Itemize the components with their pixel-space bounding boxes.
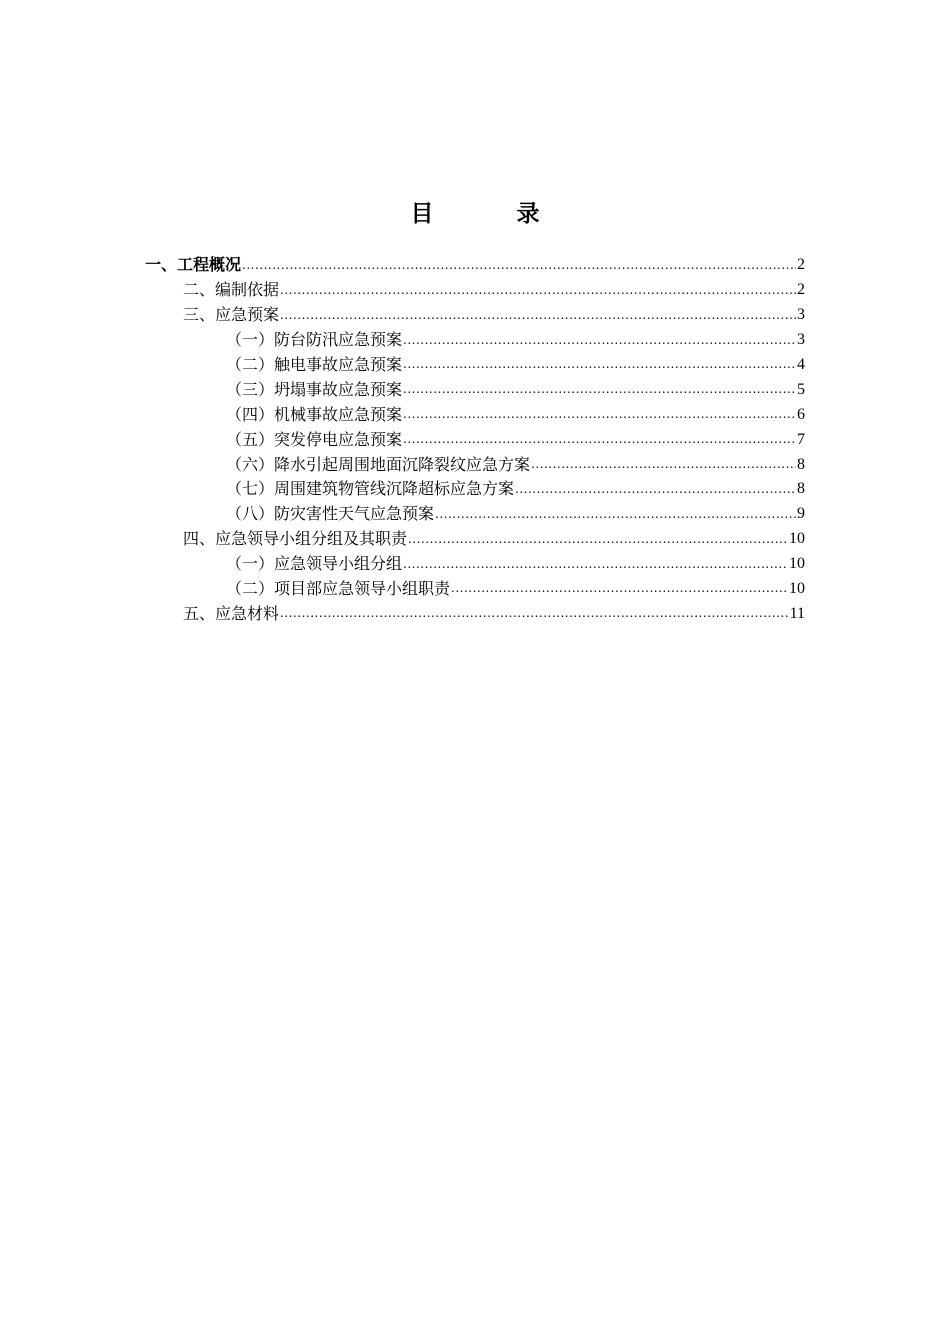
toc-entry-page-number: 6: [797, 405, 805, 423]
toc-entry[interactable]: [226, 427, 805, 452]
toc-dot-leader: [280, 603, 789, 626]
toc-entry[interactable]: [226, 353, 805, 378]
toc-entry[interactable]: [226, 452, 805, 477]
toc-entry-page-number: 11: [789, 604, 805, 622]
toc-dot-leader: [408, 529, 788, 552]
toc-dot-leader: [403, 330, 796, 353]
toc-dot-leader: [403, 354, 796, 377]
toc-entry[interactable]: [183, 601, 805, 626]
toc-entry-text: 二、编制依据: [183, 280, 280, 300]
toc-title: 目 录: [410, 201, 570, 227]
toc-entry[interactable]: [226, 552, 805, 577]
toc-entry[interactable]: [226, 577, 805, 602]
toc-entry[interactable]: [226, 328, 805, 353]
toc-dot-leader: [403, 404, 796, 427]
toc-entry[interactable]: [226, 377, 805, 402]
toc-dot-leader: [435, 504, 796, 527]
toc-dot-leader: [451, 578, 788, 601]
toc-entry-text: （二）触电事故应急预案: [226, 355, 403, 374]
toc-entry[interactable]: [226, 477, 805, 502]
toc-entry-page-number: 4: [797, 356, 805, 373]
toc-list: [0, 253, 950, 626]
toc-entry[interactable]: [183, 303, 805, 328]
toc-entry-text: （七）周围建筑物管线沉降超标应急方案: [226, 479, 515, 499]
toc-dot-leader: [403, 379, 796, 402]
toc-dot-leader: [280, 305, 796, 328]
toc-entry[interactable]: [183, 527, 805, 552]
toc-entry-text: （一）应急领导小组分组: [226, 554, 403, 574]
toc-entry-text: （六）降水引起周围地面沉降裂纹应急方案: [226, 454, 531, 474]
toc-dot-leader: [515, 479, 796, 502]
toc-entry-text: 四、应急领导小组分组及其职责: [183, 529, 408, 549]
toc-entry-page-number: 2: [797, 281, 805, 299]
toc-entry[interactable]: [226, 402, 805, 427]
toc-entry-page-number: 10: [789, 555, 805, 573]
toc-entry-page-number: 8: [797, 455, 805, 473]
toc-entry-page-number: 2: [797, 256, 805, 274]
toc-entry-page-number: 10: [789, 580, 805, 598]
toc-entry-text: 三、应急预案: [183, 305, 280, 325]
toc-entry[interactable]: [226, 502, 805, 527]
toc-entry[interactable]: [145, 253, 805, 278]
toc-entry-page-number: 9: [797, 505, 805, 523]
toc-dot-leader: [242, 255, 796, 278]
toc-entry[interactable]: [183, 278, 805, 303]
toc-dot-leader: [531, 454, 796, 477]
toc-entry-text: （四）机械事故应急预案: [226, 404, 403, 424]
toc-entry-page-number: 3: [797, 306, 805, 324]
toc-dot-leader: [403, 429, 796, 452]
toc-entry-page-number: 8: [797, 480, 805, 498]
toc-entry-text: （三）坍塌事故应急预案: [226, 379, 403, 399]
toc-entry-page-number: 10: [789, 530, 805, 548]
toc-dot-leader: [403, 554, 788, 577]
toc-entry-page-number: 3: [797, 331, 805, 349]
toc-entry-page-number: 7: [797, 430, 805, 448]
toc-entry-text: （五）突发停电应急预案: [226, 429, 403, 449]
toc-entry-text: （八）防灾害性天气应急预案: [226, 504, 435, 524]
toc-entry-page-number: 5: [797, 380, 805, 398]
toc-entry-text: （一）防台防汛应急预案: [226, 330, 403, 350]
toc-entry-text: 一、工程概况: [145, 255, 242, 275]
toc-entry-text: （二）项目部应急领导小组职责: [226, 579, 451, 599]
toc-dot-leader: [280, 280, 796, 303]
toc-entry-text: 五、应急材料: [183, 603, 280, 623]
